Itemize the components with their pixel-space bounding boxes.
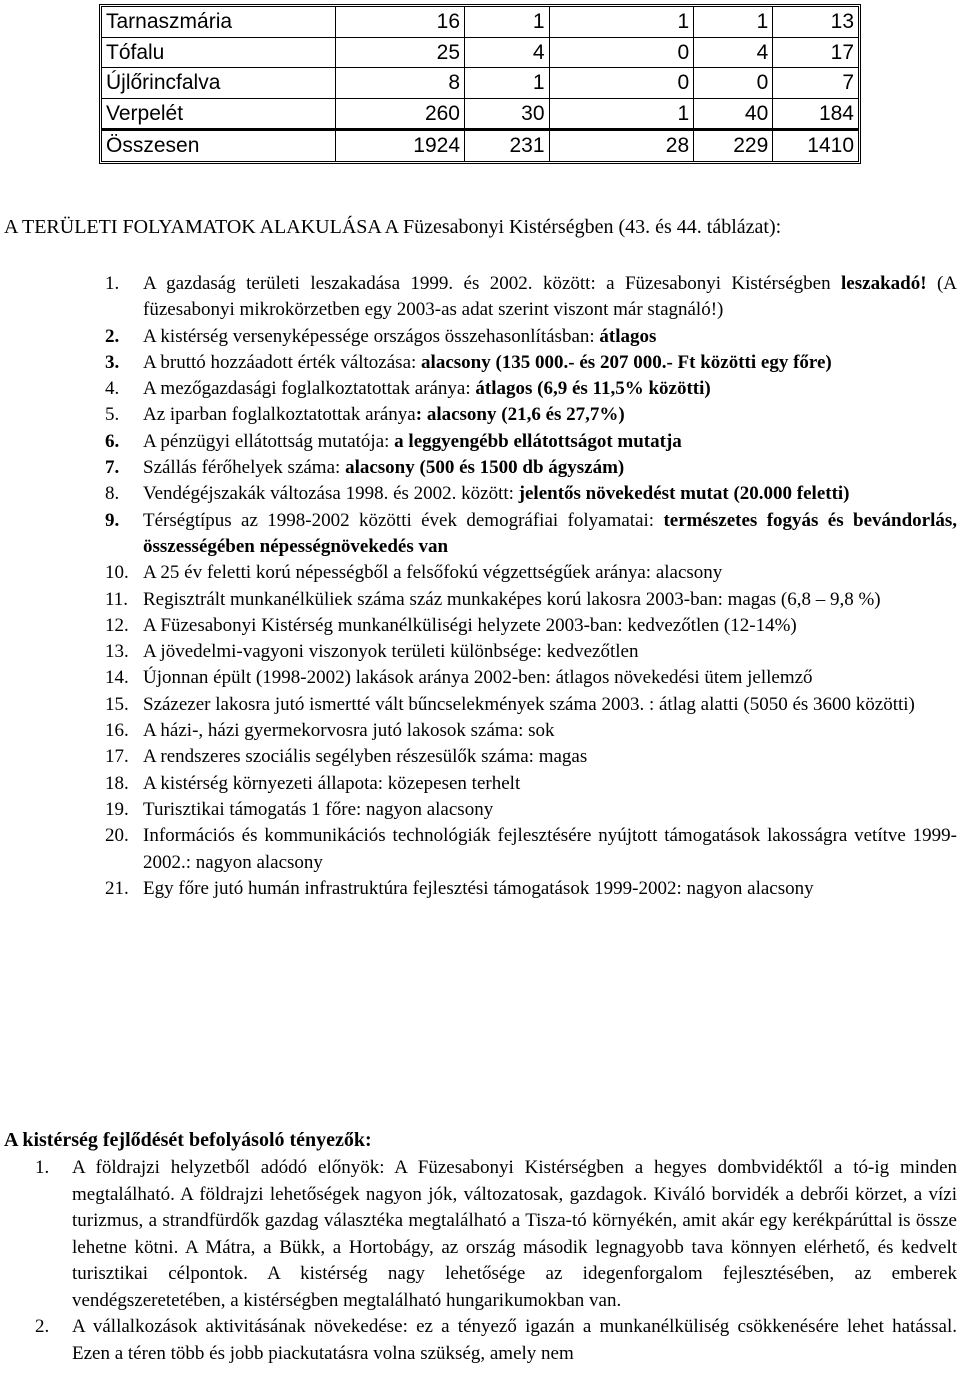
- item-text: Újonnan épült (1998-2002) lakások aránya 2002-ben: átlagos növekedési ütem jellemző: [143, 667, 813, 689]
- list-item: [105, 455, 957, 481]
- list-item: [105, 718, 957, 744]
- item-number: 13.: [105, 641, 129, 663]
- value-cell: 4: [694, 38, 773, 69]
- value-cell: 25: [336, 38, 465, 69]
- item-number: 4.: [105, 378, 120, 400]
- value-cell: 0: [550, 38, 695, 69]
- section-heading: A TERÜLETI FOLYAMATOK ALAKULÁSA A Füzesabonyi Kistérségben (43. és 44. táblázat):: [4, 216, 782, 238]
- value-cell: 1: [550, 99, 695, 130]
- list-item: [105, 508, 957, 561]
- item-number: 6.: [105, 430, 120, 452]
- item-number: 12.: [105, 614, 129, 636]
- item-number: 2.: [105, 325, 120, 347]
- item-number: 15.: [105, 693, 129, 715]
- item-text: A földrajzi helyzetből adódó előnyök: A Füzesabonyi Kistérségben a hegyes dombvidéktől a tó-ig minden megtalálható. A földrajzi lehetőségek nagyon jók, változatosak, gazdagok. Kiváló borvidék a debrői körzet, a vízi turizmus, a strandfürdők gazdag választéka megtalálható a Tisza-tó környékén, amit akár egy kerékpárúttal is össze lehetne kötni. A Mátra, a Bükk, a Hortobágy, az ország második legnagyobb tava könnyen elérhető, és kedvelt turisztikai célpontok. A kistérség nagy lehetősége az idegenforgalom fejlesztésében, az emberek vendégszeretetében, a kistérségben megtalálható hungarikumokban van.: [72, 1157, 957, 1311]
- list-item: [105, 376, 957, 402]
- item-number: 10.: [105, 562, 129, 584]
- item-text: alacsony (135 000.- és 207 000.- Ft közötti egy főre): [421, 351, 832, 373]
- list-item: [105, 613, 957, 639]
- item-text: A házi-, házi gyermekorvosra jutó lakosok száma: sok: [143, 720, 555, 742]
- list-item: [35, 1155, 957, 1314]
- item-text: átlagos: [599, 325, 657, 347]
- list-item: [105, 876, 957, 902]
- settlement-name-cell: Újlőrincfalva: [102, 68, 336, 99]
- list-item: [105, 271, 957, 324]
- item-text: Regisztrált munkanélküliek száma száz munkaképes korú lakosra 2003-ban: magas (6,8 – 9,8 %): [143, 588, 881, 610]
- value-cell: 231: [465, 129, 550, 161]
- value-cell: 229: [694, 129, 773, 161]
- item-text: A jövedelmi-vagyoni viszonyok területi különbsége: kedvezőtlen: [143, 641, 639, 663]
- item-text: Információs és kommunikációs technológiák fejlesztésére nyújtott támogatások lakosságra vetítve 1999-2002.: nagyon alacsony: [143, 825, 957, 873]
- item-text: A gazdaság területi leszakadása 1999. és 2002. között: a Füzesabonyi Kistérségben: [143, 273, 842, 294]
- territorial-process-list: [105, 271, 957, 902]
- item-text: A bruttó hozzáadott érték változása:: [143, 351, 422, 373]
- item-text: alacsony (500 és 1500 db ágyszám): [345, 457, 625, 479]
- item-text: A Füzesabonyi Kistérség munkanélküliségi helyzete 2003-ban: kedvezőtlen (12-14%): [143, 614, 797, 636]
- item-text: Vendégéjszakák változása 1998. és 2002. között:: [143, 483, 519, 505]
- item-number: 1.: [35, 1157, 50, 1178]
- item-number: 20.: [105, 825, 129, 847]
- item-text: A vállalkozások aktivitásának növekedése: ez a tényező igazán a munkanélküliség csökkenésére lehet hatással. Ezen a téren több és jobb piackutatásra volna szükség, amely nem: [72, 1316, 957, 1364]
- list-item: [105, 823, 957, 876]
- settlement-name-cell: Tófalu: [102, 38, 336, 69]
- item-number: 16.: [105, 720, 129, 742]
- list-item: [105, 665, 957, 691]
- influencing-factors-list: [35, 1155, 957, 1367]
- value-cell: 1: [465, 7, 550, 38]
- value-cell: 17: [773, 38, 858, 69]
- settlement-name-cell: Összesen: [102, 129, 336, 161]
- item-text: A pénzügyi ellátottság mutatója:: [143, 430, 395, 452]
- item-number: 9.: [105, 509, 120, 531]
- table-row: [102, 99, 858, 130]
- value-cell: 1: [465, 68, 550, 99]
- item-text: A mezőgazdasági foglalkoztatottak aránya:: [143, 378, 476, 400]
- table-row: [102, 7, 858, 38]
- value-cell: 1: [550, 7, 695, 38]
- item-number: 11.: [105, 588, 129, 610]
- list-item: [105, 771, 957, 797]
- item-number: 1.: [105, 273, 120, 294]
- list-item: [105, 429, 957, 455]
- item-number: 7.: [105, 457, 120, 479]
- item-text: Egy főre jutó humán infrastruktúra fejlesztési támogatások 1999-2002: nagyon alacsony: [143, 877, 814, 899]
- value-cell: 0: [694, 68, 773, 99]
- value-cell: 30: [465, 99, 550, 130]
- item-text: leszakadó!: [841, 273, 927, 294]
- influences-heading: A kistérség fejlődését befolyásoló tényezők:: [4, 1129, 372, 1151]
- value-cell: 7: [773, 68, 858, 99]
- value-cell: 1: [694, 7, 773, 38]
- list-item: [105, 481, 957, 507]
- item-text: : alacsony (21,6 és 27,7%): [415, 404, 625, 426]
- list-item: [105, 692, 957, 718]
- list-item: [105, 744, 957, 770]
- item-text: A rendszeres szociális segélyben részesülők száma: magas: [143, 746, 588, 768]
- value-cell: 16: [336, 7, 465, 38]
- settlement-statistics-table: [99, 4, 861, 164]
- list-item: [105, 402, 957, 428]
- item-number: 19.: [105, 798, 129, 820]
- item-text: Szállás férőhelyek száma:: [143, 457, 346, 479]
- table-row: [102, 68, 858, 99]
- item-number: 21.: [105, 877, 129, 899]
- list-item: [105, 797, 957, 823]
- item-number: 8.: [105, 483, 120, 505]
- value-cell: 8: [336, 68, 465, 99]
- list-item: [35, 1314, 957, 1367]
- item-text: a leggyengébb ellátottságot mutatja: [394, 430, 682, 452]
- item-text: A kistérség környezeti állapota: közepesen terhelt: [143, 772, 521, 794]
- settlement-name-cell: Tarnaszmária: [102, 7, 336, 38]
- item-text: A 25 év feletti korú népességből a felsőfokú végzettségűek aránya: alacsony: [143, 562, 723, 584]
- item-number: 14.: [105, 667, 129, 689]
- item-number: 17.: [105, 746, 129, 768]
- item-text: A kistérség versenyképessége országos összehasonlításban:: [143, 325, 600, 347]
- value-cell: 1410: [773, 129, 858, 161]
- item-number: 5.: [105, 404, 120, 426]
- item-text: jelentős növekedést mutat (20.000 feletti): [518, 483, 850, 505]
- value-cell: 1924: [336, 129, 465, 161]
- value-cell: 260: [336, 99, 465, 130]
- value-cell: 0: [550, 68, 695, 99]
- list-item: [105, 587, 957, 613]
- item-number: 2.: [35, 1316, 50, 1337]
- settlement-name-cell: Verpelét: [102, 99, 336, 130]
- item-text: Térségtípus az 1998-2002 közötti évek demográfiai folyamatai:: [143, 509, 664, 531]
- value-cell: 28: [550, 129, 695, 161]
- item-number: 3.: [105, 351, 120, 373]
- list-item: [105, 324, 957, 350]
- item-text: Az iparban foglalkoztatottak aránya: [143, 404, 416, 426]
- list-item: [105, 560, 957, 586]
- item-text: átlagos (6,9 és 11,5% közötti): [475, 378, 711, 400]
- value-cell: 40: [694, 99, 773, 130]
- list-item: [105, 350, 957, 376]
- value-cell: 13: [773, 7, 858, 38]
- value-cell: 184: [773, 99, 858, 130]
- item-text: (A füzesabonyi mikrokörzetben egy 2003-as adat szerint viszont már stagnáló!): [143, 273, 957, 321]
- item-text: természetes fogyás és bevándorlás, összességében népességnövekedés van: [143, 509, 957, 557]
- item-text: Turisztikai támogatás 1 főre: nagyon alacsony: [143, 798, 494, 820]
- table-row: [102, 38, 858, 69]
- value-cell: 4: [465, 38, 550, 69]
- table-row: [102, 129, 858, 161]
- item-text: Százezer lakosra jutó ismertté vált bűncselekmények száma 2003. : átlag alatti (5050 és 3600 közötti): [143, 693, 915, 715]
- list-item: [105, 639, 957, 665]
- item-number: 18.: [105, 772, 129, 794]
